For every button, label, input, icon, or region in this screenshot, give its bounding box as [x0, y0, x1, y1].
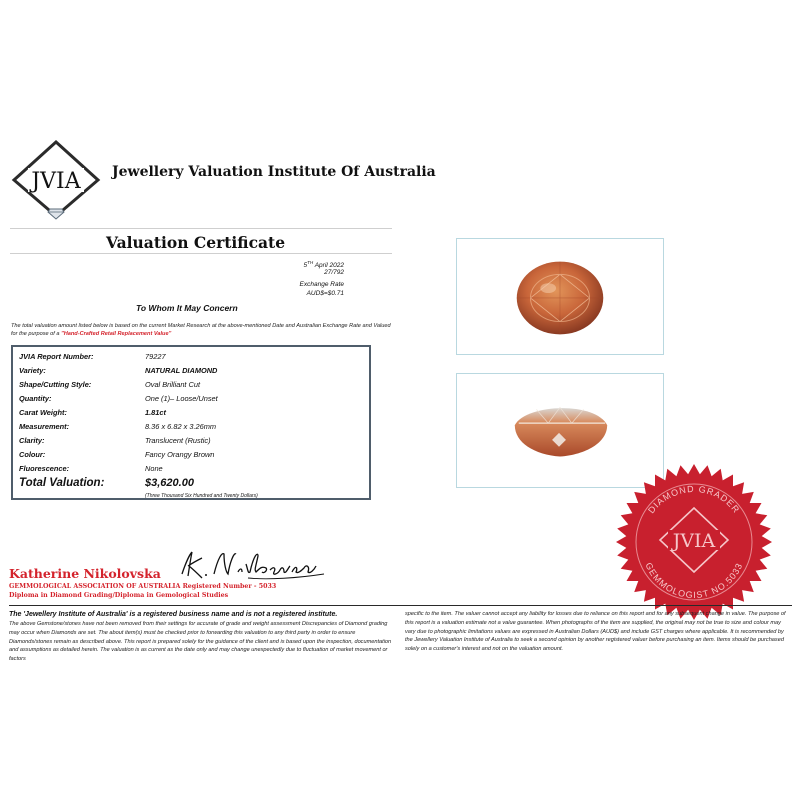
certificate-title: Valuation Certificate: [106, 233, 286, 252]
footer-disclaimer-left: The above Gemstone/stones have not been removed from their settings for accurate of grade and weight assessment Discrepancies of Diamond grading may occur when Diamonds are set. The about item(s) must be checked prior to forwarding this valuation to any third party in order to ensure Diamonds/stones remain as described above. This report is prepared solely for the guidance of the client and is based upon the inspection, documentation and assumptions as detailed herein. The valuation is as current as the date only and may change unexpectedly due to fluctuation of market movement or factors: [9, 621, 392, 663]
gem-photo-top: [456, 238, 664, 355]
exchange-rate-label: Exchange Rate: [299, 281, 344, 288]
seal-center-text: JVIA: [672, 530, 716, 552]
gem-top-view-image: [457, 239, 663, 354]
total-valuation-words: (Three Thousand Six Hundred and Twenty Dollars): [145, 493, 258, 499]
footer-right-column: [405, 610, 791, 654]
appraiser-diploma: Diploma in Diamond Grading/Diploma in Gemological Studies: [9, 592, 229, 599]
salutation: To Whom It May Concern: [136, 303, 238, 313]
signature: [178, 544, 328, 586]
appraiser-name: Katherine Nikolovska: [9, 566, 161, 581]
seal-bottom-text: GEMMOLOGIST NO.5033: [643, 561, 745, 601]
jvia-logo: [10, 140, 102, 222]
footer-heading: The 'Jewellery Institute of Australia' is a registered business name and is not a registered institute.: [9, 611, 338, 618]
diamond-icon: [48, 209, 64, 219]
signature-text: K. Nikolovska: [178, 544, 185, 545]
valuation-details-box: JVIA Report Number: 79227 Variety: NATURAL DIAMOND Shape/Cutting Style: Oval Brilliant Cut Quantity: One (1)– Loose/Unset Carat Weight: 1.81ct Measurement: 8.36 x 6.82 x 3.26mm Clarity: Translucent (Rustic) Colour: Fancy Orangy Brown Fluorescence: None Total Valuation: $3,620.00 (Three Thousand Six Hundred and Twenty Dollars): [11, 345, 371, 500]
intro-paragraph: The total valuation amount listed below is based on the current Market Research at the above-mentioned Date and Australian Exchange Rate and Valued for the purpose of a "Hand-Crafted Retail Replacement Value": [11, 323, 391, 337]
appraiser-association: GEMMOLOGICAL ASSOCIATION OF AUSTRALIA Registered Number - 5033: [9, 583, 277, 590]
certificate-reference: 27/792: [324, 269, 344, 276]
seal-top-text: DIAMOND GRADER: [646, 483, 742, 516]
logo-text: JVIA: [31, 169, 81, 194]
divider: [10, 228, 392, 229]
divider: [10, 253, 392, 254]
footer-disclaimer-right: specific to the item. The valuer cannot accept any liability for losses due to reliance on this report and for any subsequent change in value. The purpose of this report is a valuation estimate not a value guarantee. When photographs of the item are supplied, the original may not be true to size and colour may vary due to photographic limitations values are expressed in Australian Dollars (AUD$) and include GST charges where applicable. It is recommended by the Jewellery Valuation Institute of Australia to seek a second opinion by another registered valuer before purchasing an item. Items should be purchased solely on a customer's interest and not on the valuation amount.: [405, 611, 786, 653]
certificate-date: 5TH April 2022: [303, 260, 344, 270]
institute-name: Jewellery Valuation Institute Of Australia: [112, 164, 436, 180]
exchange-rate-value: AUD$=$0.71: [306, 290, 344, 297]
diamond-grader-seal: [614, 462, 774, 622]
footer-left-column: [9, 610, 393, 664]
footer-divider: [9, 605, 792, 606]
